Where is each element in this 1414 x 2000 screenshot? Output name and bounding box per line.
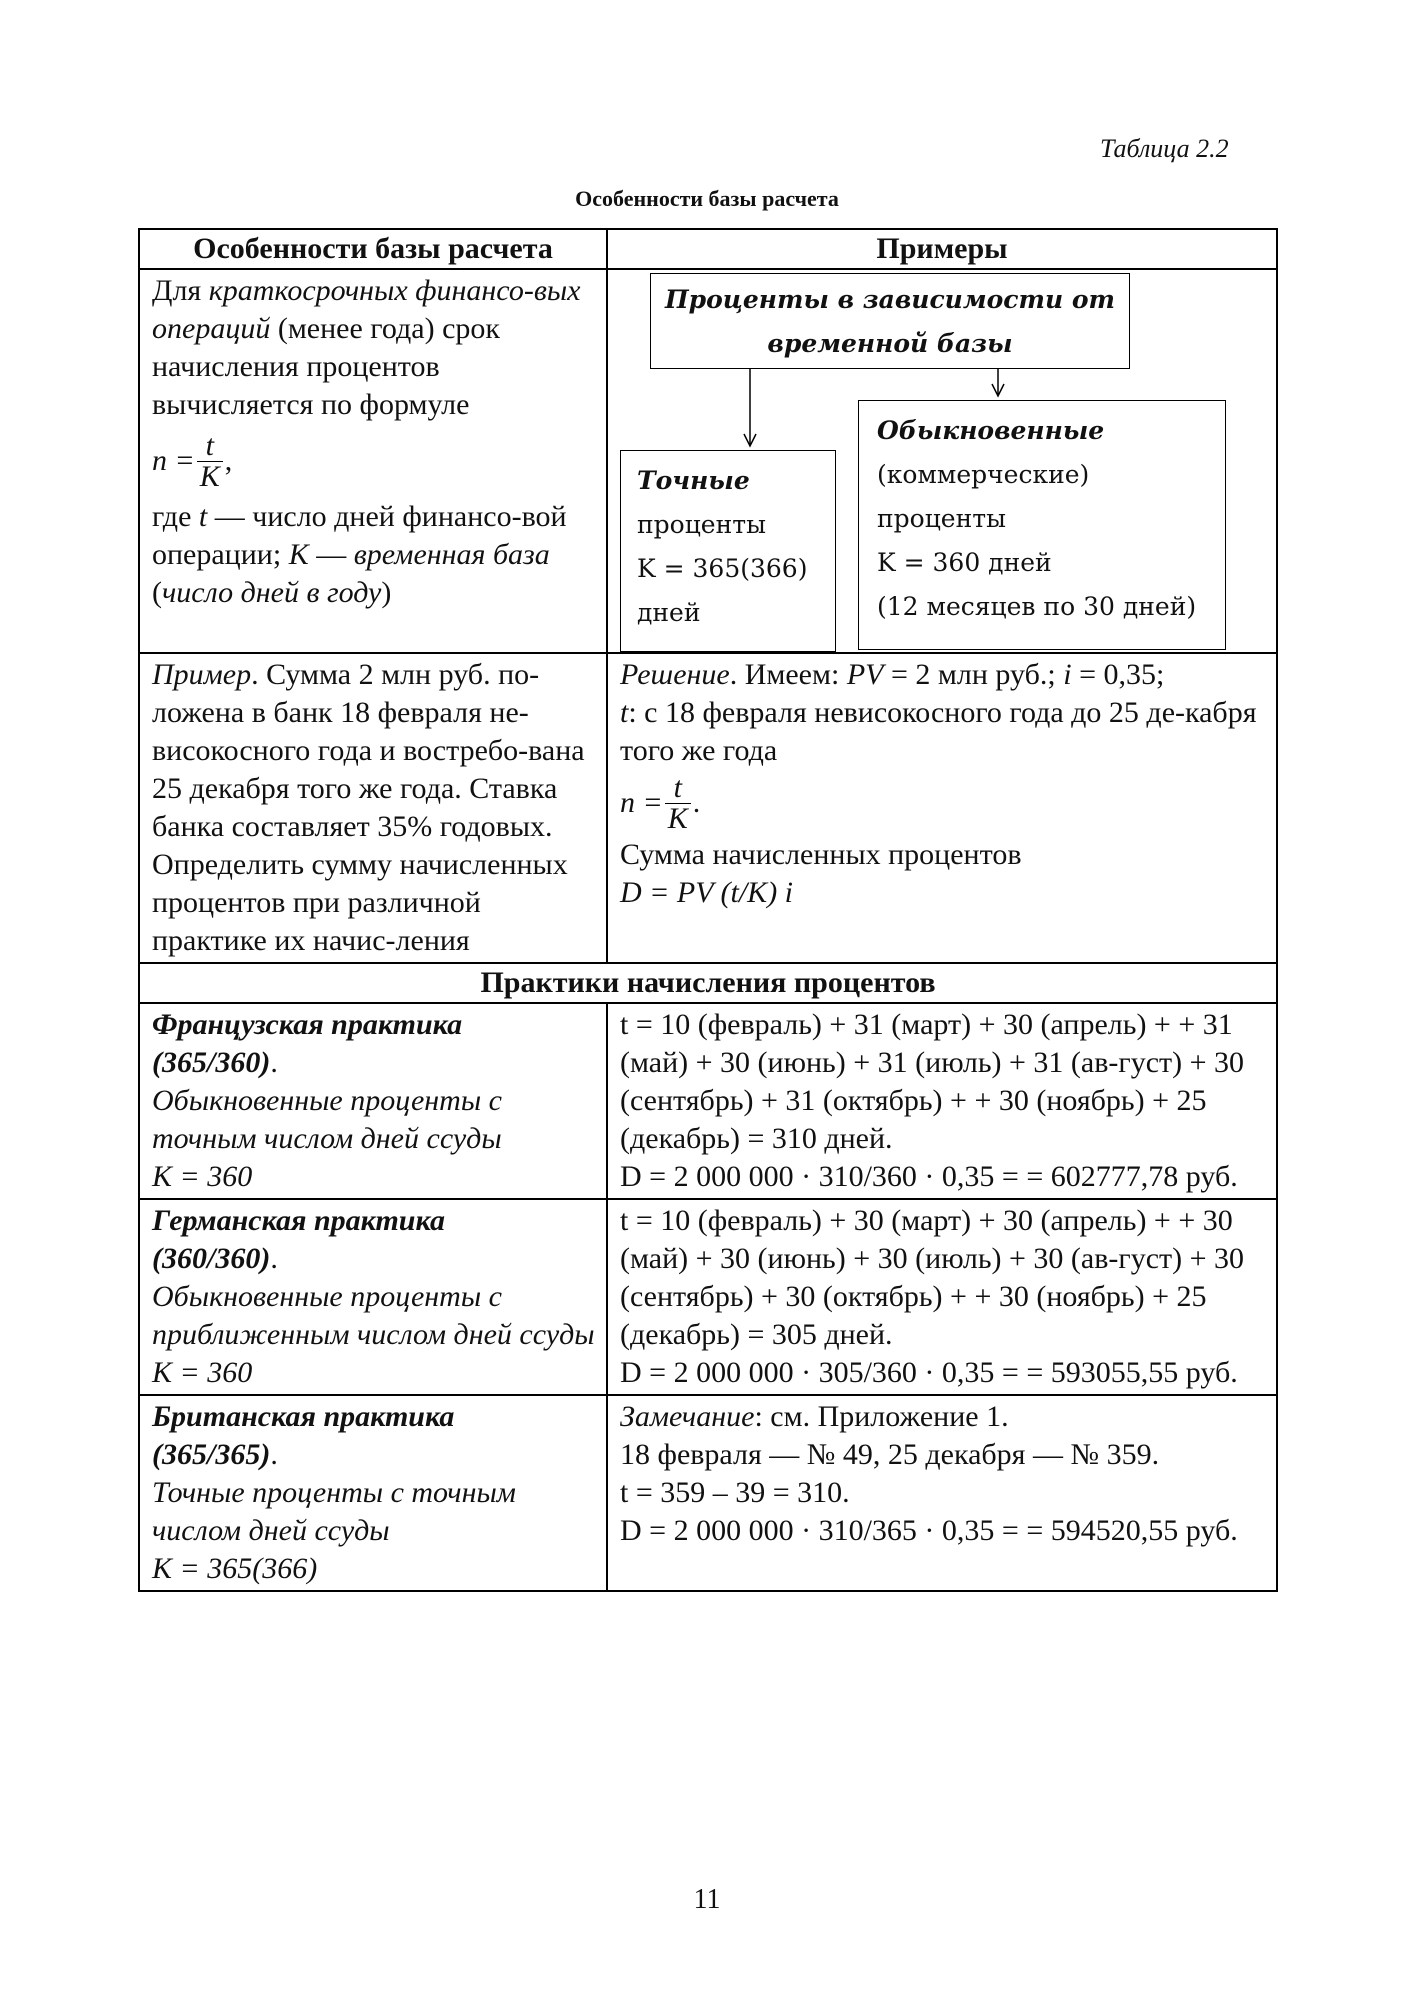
formula-description-cell: Для краткосрочных финансо-вых операций (менее года) срок начисления процентов вычисляется по формуле n = $\frac{t}{K}$ , где t — число дней финансо-вой операции; K — временная база (число дней в году) [139, 269, 607, 653]
header-col2: Примеры [607, 229, 1277, 269]
practice-desc: Британская практика (365/365). Точные проценты с точным числом дней ссуды K = 365(366) [139, 1395, 607, 1591]
formula-n-t-k: n = $\frac{t}{K}$ , [152, 428, 233, 493]
practice-row-german [139, 1199, 1277, 1395]
interest-base-diagram [608, 270, 1276, 650]
solution-formula: n = $\frac{t}{K}$ . [620, 770, 701, 835]
base-features-table [138, 228, 1278, 1592]
section-header: Практики начисления процентов [139, 963, 1277, 1003]
diagram-cell [607, 269, 1277, 653]
page-number: 11 [693, 1884, 721, 1915]
practice-calc: t = 10 (февраль) + 31 (март) + 30 (апрель) + + 31 (май) + 30 (июнь) + 31 (июль) + 31 (ав-густ) + 30 (сентябрь) + 31 (октябрь) + + 30 (ноябрь) + 25 (декабрь) = 310 дней. D = 2 000 000 · 310/360 · 0,35 = = 602777,78 руб. [607, 1003, 1277, 1199]
solution-cell: Решение. Имеем: PV = 2 млн руб.; i = 0,35; t: с 18 февраля невисокосного года до 25 де-кабря того же года n = $\frac{t}{K}$ . Сумма начисленных процентов D = PV (t/K) i [607, 653, 1277, 963]
common-interest-box: Обыкновенные (коммерческие) проценты K = 360 дней (12 месяцев по 30 дней) [858, 400, 1226, 650]
row-formula [139, 269, 1277, 653]
practice-calc: Замечание: см. Приложение 1. 18 февраля — № 49, 25 декабря — № 359. t = 359 – 39 = 310. D = 2 000 000 · 310/365 · 0,35 = = 594520,55 руб. [607, 1395, 1277, 1591]
practice-row-british [139, 1395, 1277, 1591]
practice-desc: Германская практика (360/360). Обыкновенные проценты с приближенным числом дней ссуды K = 360 [139, 1199, 607, 1395]
example-cell: Пример. Сумма 2 млн руб. по-ложена в банк 18 февраля не-високосного года и востребо-вана 25 декабря того же года. Ставка банка составляет 35% годовых. Определить сумму начисленных процентов при различной практике их начис-ления [139, 653, 607, 963]
header-row [139, 229, 1277, 269]
section-header-row [139, 963, 1277, 1003]
row-example [139, 653, 1277, 963]
table-label: Таблица 2.2 [1100, 134, 1229, 163]
practice-row-french [139, 1003, 1277, 1199]
practice-calc: t = 10 (февраль) + 30 (март) + 30 (апрель) + + 30 (май) + 30 (июнь) + 30 (июль) + 30 (ав-густ) + 30 (сентябрь) + 30 (октябрь) + + 30 (ноябрь) + 25 (декабрь) = 305 дней. D = 2 000 000 · 305/360 · 0,35 = = 593055,55 руб. [607, 1199, 1277, 1395]
practice-desc: Французская практика (365/360). Обыкновенные проценты с точным числом дней ссуды K = 360 [139, 1003, 607, 1199]
diagram-title-box: Проценты в зависимости от временной базы [650, 273, 1130, 369]
header-col1: Особенности базы расчета [139, 229, 607, 269]
table-title: Особенности базы расчета [575, 186, 839, 211]
exact-interest-box: Точные проценты K = 365(366) дней [620, 450, 836, 652]
